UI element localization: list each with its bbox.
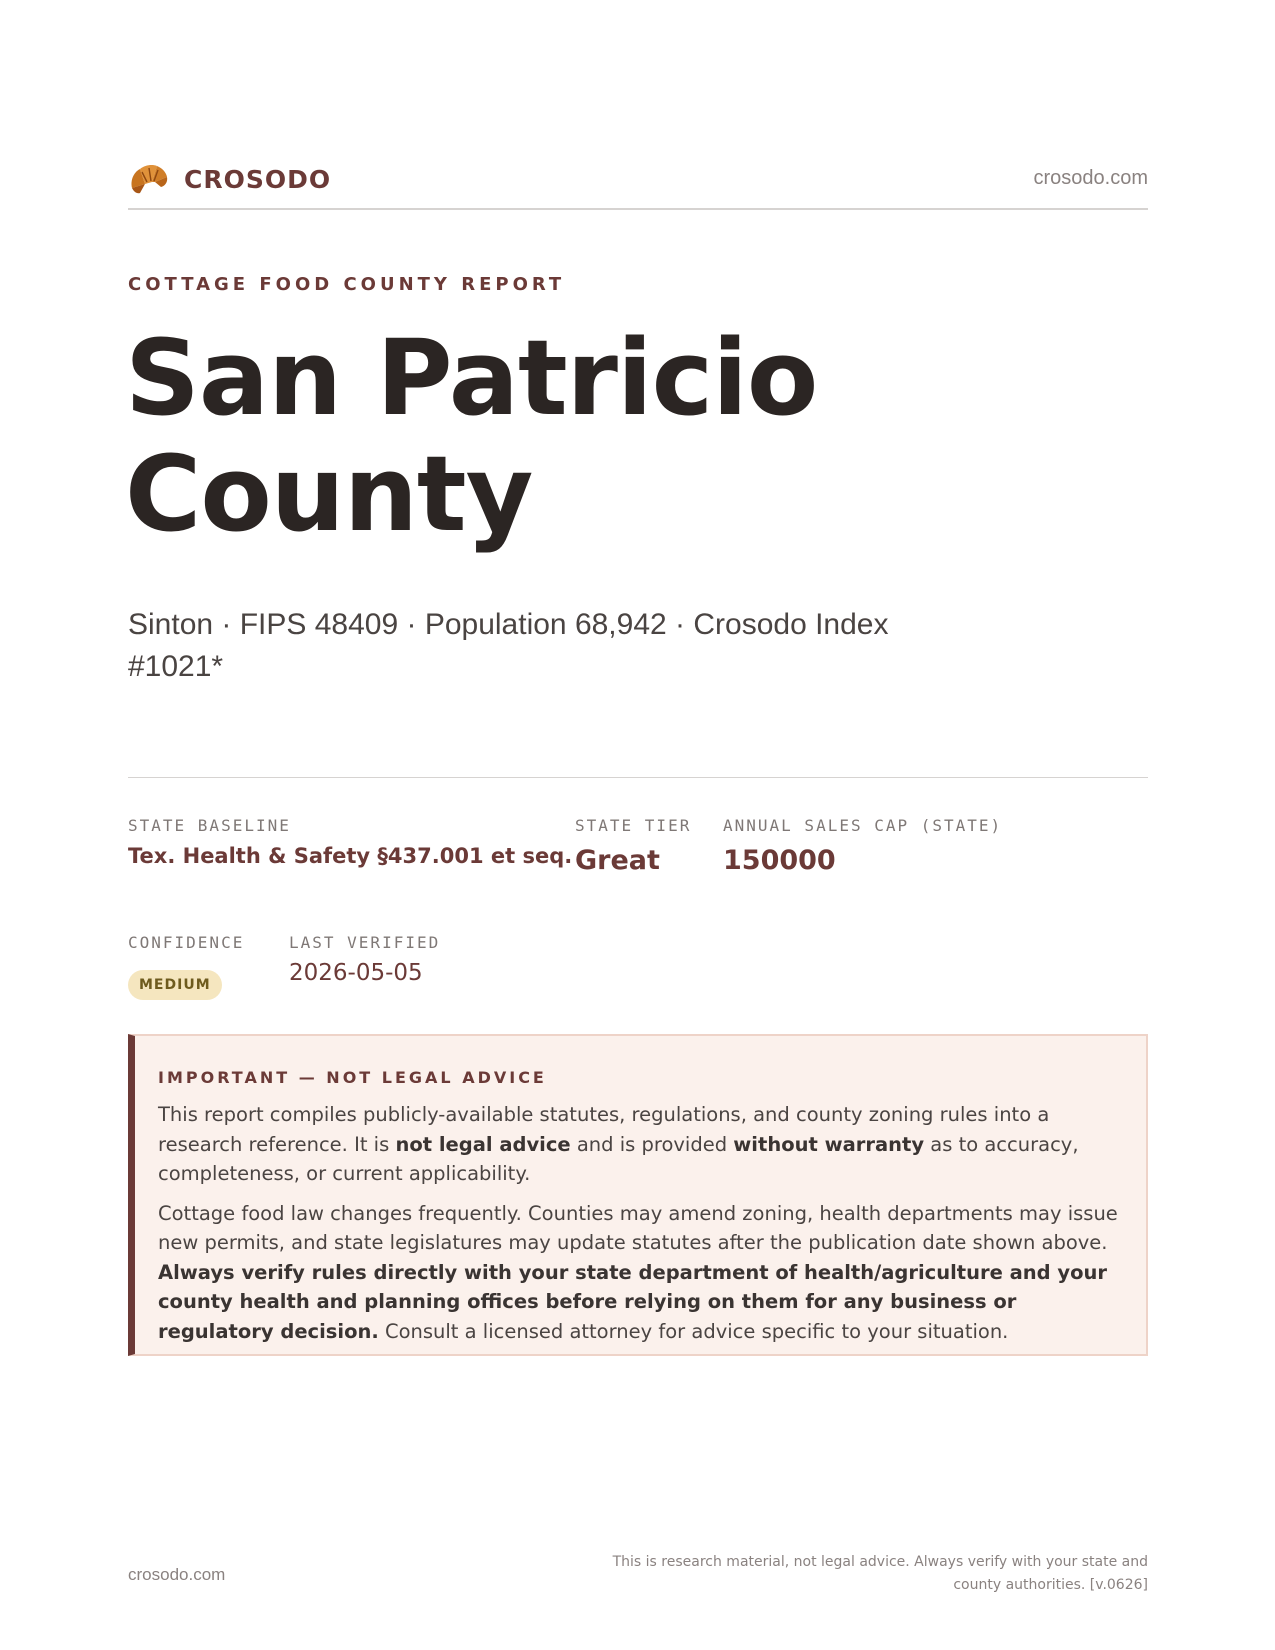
page-title: [125, 317, 1025, 555]
state-tier-value: Great: [575, 845, 660, 876]
notice-text: Consult a licensed attorney for advice specific to your situation.: [378, 1319, 1009, 1343]
brand: [128, 160, 331, 198]
report-page: [125, 0, 1148, 1650]
report-eyebrow: COTTAGE FOOD COUNTY REPORT: [128, 274, 566, 295]
state-baseline-label: STATE BASELINE: [128, 816, 291, 835]
page-header: [128, 158, 1148, 210]
site-link[interactable]: crosodo.com: [1033, 167, 1148, 189]
croissant-icon: [128, 160, 170, 198]
sales-cap-value: 150000: [723, 845, 836, 876]
sales-cap-label: ANNUAL SALES CAP (STATE): [723, 816, 1003, 835]
notice-text: This report compiles publicly-available statutes, regulations, and county zoning rules into a research reference. It is: [158, 1103, 1050, 1156]
confidence-badge: MEDIUM: [128, 970, 222, 1000]
county-summary: Sinton · FIPS 48409 · Population 68,942 · Crosodo Index #1021*: [128, 608, 889, 683]
notice-paragraph-2: [158, 1199, 1128, 1347]
last-verified-value: 2026-05-05: [289, 960, 423, 986]
legal-notice: [128, 1034, 1148, 1356]
notice-body: [158, 1090, 1128, 1346]
brand-name: CROSODO: [184, 164, 332, 194]
notice-emphasis: without warranty: [733, 1132, 925, 1156]
title-line-2: County: [125, 433, 533, 555]
notice-text: and is provided: [570, 1132, 734, 1156]
notice-text: Cottage food law changes frequently. Counties may amend zoning, health departments may issue new permits, and state legislatures may update statutes after the publication date shown above.: [158, 1201, 1118, 1254]
notice-title: IMPORTANT — NOT LEGAL ADVICE: [158, 1068, 547, 1087]
state-baseline-value: Tex. Health & Safety §437.001 et seq.: [128, 844, 573, 868]
state-tier-label: STATE TIER: [575, 816, 692, 835]
notice-emphasis: Always verify rules directly with your state department of health/agriculture and your county health and planning offices before relying on them for any business or regulatory decision.: [158, 1260, 1108, 1343]
section-divider: [128, 777, 1148, 778]
footer-site[interactable]: crosodo.com: [128, 1565, 226, 1584]
confidence-label: CONFIDENCE: [128, 933, 245, 952]
notice-paragraph-1: [158, 1100, 1128, 1189]
last-verified-label: LAST VERIFIED: [289, 933, 441, 952]
footer-disclaimer: This is research material, not legal advice. Always verify with your state and county authorities. [v.0626]: [612, 1554, 1148, 1593]
notice-text: as to accuracy, completeness, or current applicability.: [158, 1132, 1079, 1185]
notice-emphasis: not legal advice: [395, 1132, 571, 1156]
title-line-1: San Patricio: [125, 317, 818, 439]
